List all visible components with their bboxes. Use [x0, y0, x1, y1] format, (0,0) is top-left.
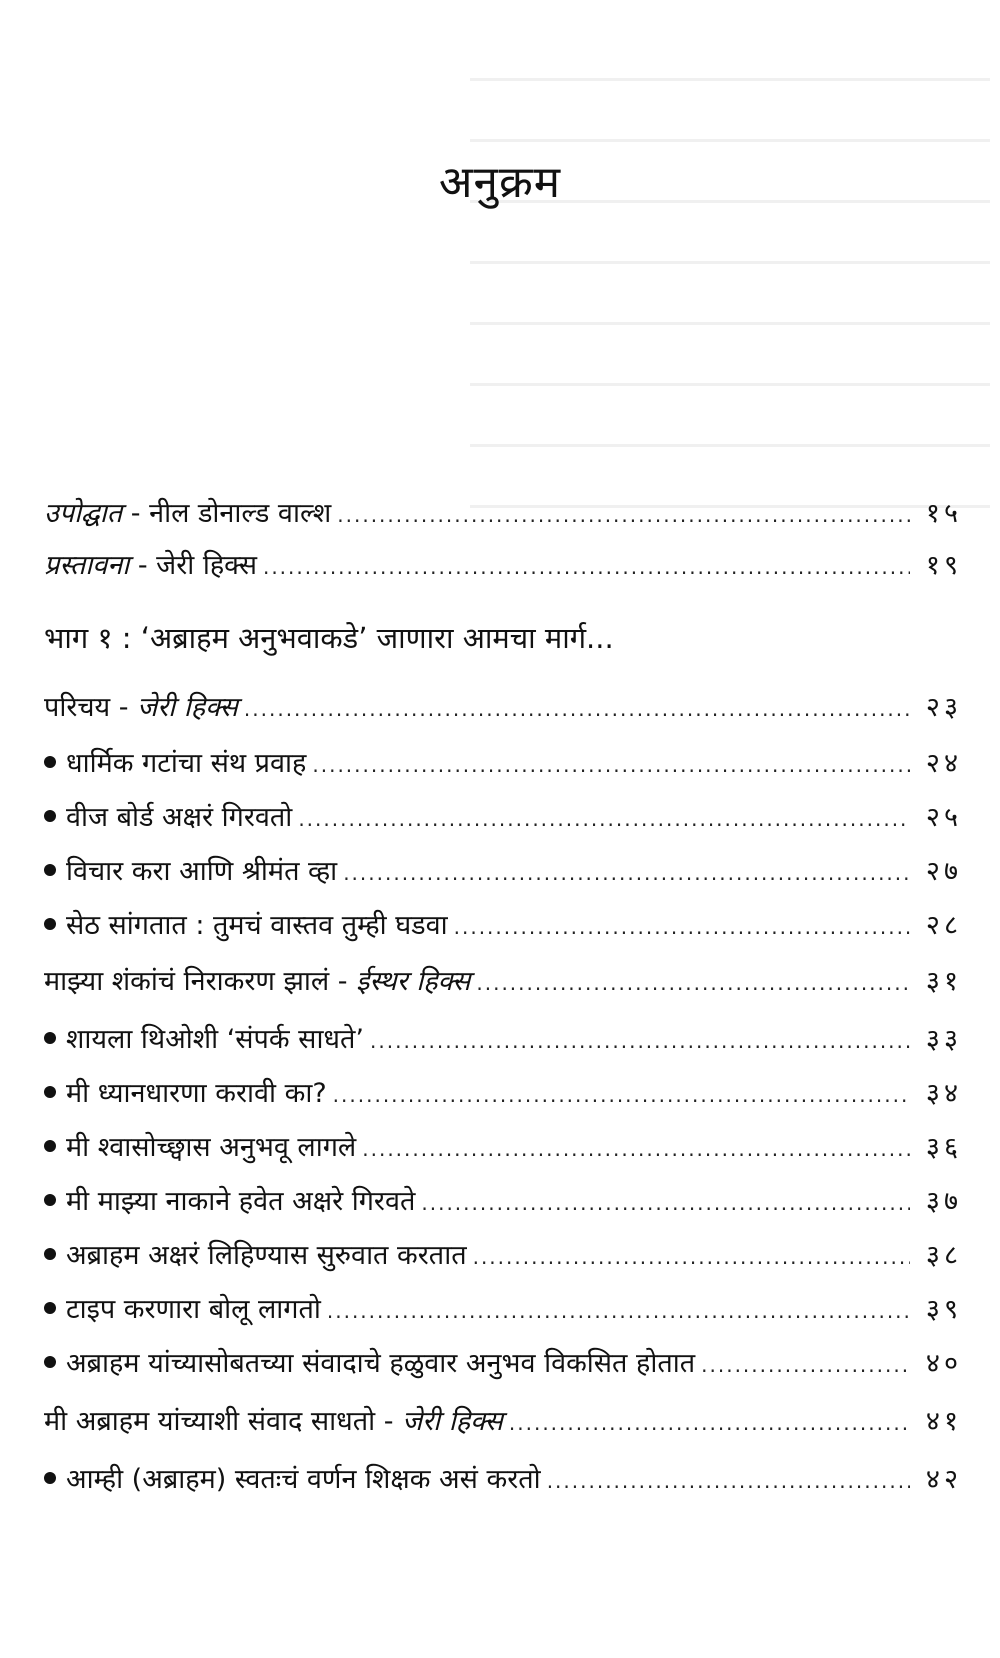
- toc-entry: [44, 1350, 962, 1377]
- toc-entry-label: सेठ सांगतात : तुमचं वास्तव तुम्ही घडवा: [44, 912, 448, 939]
- toc-entry: [44, 1242, 962, 1269]
- bullet-icon: [44, 1032, 56, 1044]
- toc-entry-label: टाइप करणारा बोलू लागतो: [44, 1296, 321, 1323]
- bullet-icon: [44, 918, 56, 930]
- toc-entry-label: विचार करा आणि श्रीमंत व्हा: [44, 858, 337, 885]
- toc-page-number: २४: [925, 748, 962, 779]
- toc-page-number: ४२: [925, 1464, 962, 1495]
- toc-page-number: ३१: [925, 966, 962, 997]
- dot-leader: [473, 1247, 910, 1267]
- dot-leader: [421, 1193, 910, 1213]
- toc-entry: [44, 750, 962, 777]
- toc-page-number: १९: [925, 550, 962, 581]
- toc-page-number: ३६: [925, 1132, 962, 1163]
- dot-leader: [343, 863, 910, 883]
- page-title: अनुक्रम: [438, 157, 562, 208]
- toc-entry-label: मी माझ्या नाकाने हवेत अक्षरे गिरवते: [44, 1188, 415, 1215]
- toc-page-number: ३३: [925, 1024, 962, 1055]
- bullet-icon: [44, 1248, 56, 1260]
- toc-entry-label: वीज बोर्ड अक्षरं गिरवतो: [44, 804, 292, 831]
- toc-entry: [44, 912, 962, 939]
- toc-entry: [44, 1296, 962, 1323]
- bullet-icon: [44, 1140, 56, 1152]
- dot-leader: [362, 1139, 910, 1159]
- toc-entry-i-communicate: [44, 1408, 962, 1435]
- toc-entry-label: उपोद्घात - नील डोनाल्ड वाल्श: [44, 498, 332, 529]
- dot-leader: [509, 1413, 910, 1433]
- toc-entry: [44, 1134, 962, 1161]
- dot-leader: [701, 1355, 910, 1375]
- toc-page-number: २८: [925, 910, 962, 941]
- dot-leader: [298, 809, 910, 829]
- toc-page-number: ३८: [925, 1240, 962, 1271]
- bullet-icon: [44, 1302, 56, 1314]
- toc-page-number: ३९: [925, 1294, 962, 1325]
- part-heading: भाग १ : ‘अब्राहम अनुभवाकडे’ जाणारा आमचा मार्ग...: [44, 621, 614, 655]
- bleed-through-shadow: [470, 20, 990, 540]
- toc-entry-label: माझ्या शंकांचं निराकरण झालं - ईस्थर हिक्स: [44, 966, 471, 997]
- bullet-icon: [44, 864, 56, 876]
- toc-page-number: ४१: [925, 1406, 962, 1437]
- toc-entry: [44, 1080, 962, 1107]
- toc-entry-label: अब्राहम अक्षरं लिहिण्यास सुरुवात करतात: [44, 1242, 467, 1269]
- toc-entry: [44, 1466, 962, 1493]
- toc-entry-label: प्रस्तावना - जेरी हिक्स: [44, 550, 257, 581]
- bullet-icon: [44, 1086, 56, 1098]
- toc-page-number: २७: [925, 856, 962, 887]
- toc-page-number: १५: [925, 498, 962, 529]
- bullet-icon: [44, 756, 56, 768]
- dot-leader: [327, 1301, 910, 1321]
- toc-page-number: २५: [925, 802, 962, 833]
- bullet-icon: [44, 1472, 56, 1484]
- toc-entry-label: मी श्वासोच्छ्वास अनुभवू लागले: [44, 1134, 356, 1161]
- dot-leader: [244, 699, 910, 719]
- dot-leader: [263, 557, 910, 577]
- dot-leader: [337, 505, 910, 525]
- toc-entry: [44, 1026, 962, 1053]
- toc-entry-introduction: [44, 694, 962, 721]
- toc-entry-label: मी अब्राहम यांच्याशी संवाद साधतो - जेरी हिक्स: [44, 1406, 503, 1437]
- dot-leader: [370, 1031, 910, 1051]
- toc-entry-label: शायला थिओशी ‘संपर्क साधते’: [44, 1026, 364, 1053]
- dot-leader: [476, 973, 910, 993]
- bullet-icon: [44, 1356, 56, 1368]
- toc-page-number: ४०: [925, 1348, 962, 1379]
- toc-entry: [44, 858, 962, 885]
- toc-entry-label: मी ध्यानधारणा करावी का?: [44, 1080, 327, 1107]
- toc-entry-label: अब्राहम यांच्यासोबतच्या संवादाचे हळुवार अनुभव विकसित होतात: [44, 1350, 695, 1377]
- toc-entry-doubts-resolved: [44, 968, 962, 995]
- toc-page-number: २३: [925, 692, 962, 723]
- dot-leader: [333, 1085, 910, 1105]
- dot-leader: [312, 755, 910, 775]
- toc-entry-label: धार्मिक गटांचा संथ प्रवाह: [44, 750, 306, 777]
- bullet-icon: [44, 810, 56, 822]
- dot-leader: [547, 1471, 910, 1491]
- toc-entry-foreword: [44, 500, 962, 527]
- toc-entry: [44, 1188, 962, 1215]
- toc-entry-label: परिचय - जेरी हिक्स: [44, 692, 238, 723]
- toc-entry-label: आम्ही (अब्राहम) स्वतःचं वर्णन शिक्षक असं करतो: [44, 1466, 541, 1493]
- dot-leader: [454, 917, 910, 937]
- toc-page-number: ३४: [925, 1078, 962, 1109]
- toc-entry: [44, 804, 962, 831]
- toc-page-number: ३७: [925, 1186, 962, 1217]
- toc-entry-preface: [44, 552, 962, 579]
- bullet-icon: [44, 1194, 56, 1206]
